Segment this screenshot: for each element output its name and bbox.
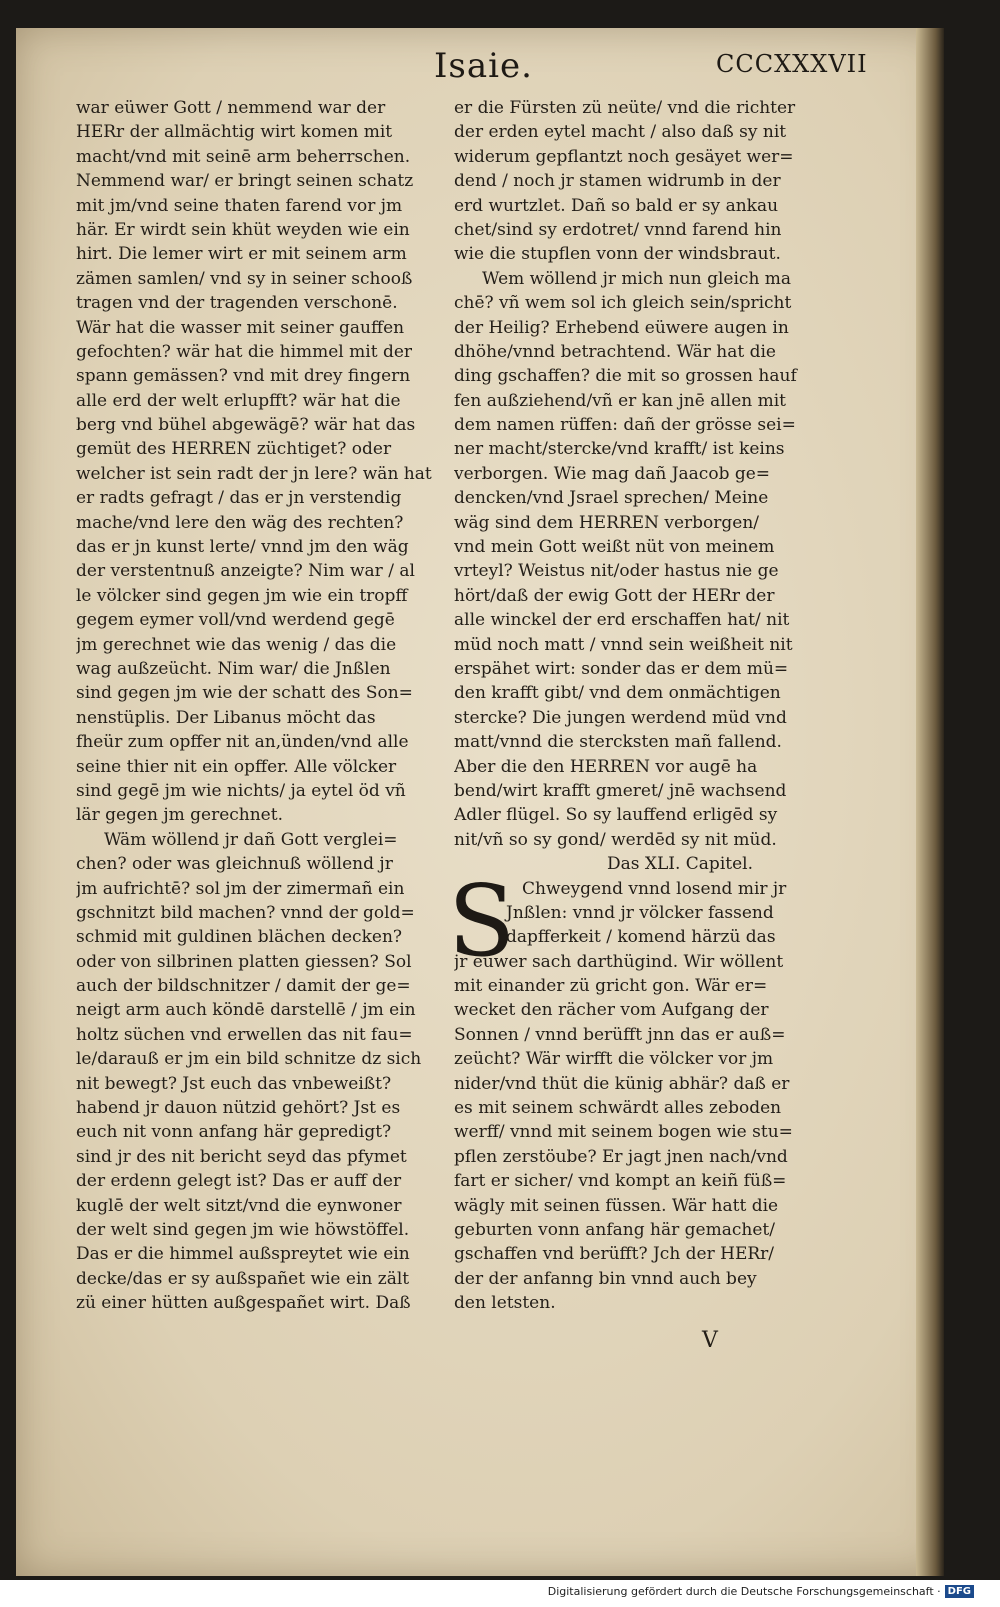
text-line: fen außziehend/vñ er kan jnē allen mit [454, 390, 786, 411]
text-line: wäg sind dem HERREN verborgen/ [454, 512, 760, 533]
text-line: er die Fürsten zü neüte/ vnd die richter [454, 98, 796, 118]
page-spine-shadow [916, 28, 944, 1576]
drop-initial-letter: S [448, 864, 516, 979]
right-text-column [448, 96, 846, 1316]
text-line: der erdenn gelegt ist? Das er auff der [76, 1171, 402, 1192]
text-line: es mit seinem schwärdt alles zeboden [454, 1098, 782, 1119]
text-line: mache/vnd lere den wäg des rechten? [76, 512, 404, 533]
text-line: bend/wirt krafft gmeret/ jnē wachsend [454, 780, 787, 801]
text-line: vrteyl? Weistus nit/oder hastus nie ge [454, 561, 779, 582]
text-line: Das er die himmel außspreytet wie ein [76, 1244, 410, 1265]
text-line: le völcker sind gegen jm wie ein tropff [76, 585, 408, 606]
text-line: welcher ist sein radt der jn lere? wän hat [76, 463, 432, 484]
text-line: mit einander zü gricht gon. Wär er= [454, 976, 768, 997]
text-line: hirt. Die lemer wirt er mit seinem arm [76, 244, 407, 265]
dfg-logo: DFG [945, 1585, 974, 1598]
text-line: Nemmend war/ er bringt seinen schatz [76, 171, 414, 192]
text-line: der der anfanng bin vnnd auch bey [454, 1268, 757, 1289]
text-line: war eüwer Gott / nemmend war der [76, 98, 386, 118]
text-line: HERr der allmächtig wirt komen mit [76, 122, 393, 143]
text-line: tragen vnd der tragenden verschonē. [76, 293, 398, 314]
text-line: wag außzeücht. Nim war/ die Jnßlen [76, 658, 391, 679]
text-line: wecket den rächer vom Aufgang der [454, 1000, 769, 1021]
text-line: den krafft gibt/ vnd dem onmächtigen [454, 683, 781, 704]
text-line: sind gegen jm wie der schatt des Son= [76, 683, 413, 704]
text-line: dencken/vnd Jsrael sprechen/ Meine [454, 488, 769, 509]
text-line: berg vnd bühel abgewägē? wär hat das [76, 415, 416, 436]
text-line: der welt sind gegen jm wie höwstöffel. [76, 1219, 410, 1240]
text-line: wägly mit seinen füssen. Wär hatt die [454, 1195, 779, 1216]
text-line: müd noch matt / vnnd sein weißheit nit [454, 634, 793, 655]
text-line: alle winckel der erd erschaffen hat/ nit [454, 610, 790, 631]
text-line: geburten vonn anfang här gemachet/ [454, 1219, 775, 1240]
text-line: jm aufrichtē? sol jm der zimermañ ein [76, 878, 405, 899]
text-line: auch der bildschnitzer / damit der ge= [76, 976, 411, 997]
text-line: jm gerechnet wie das wenig / das die [76, 634, 397, 655]
text-line: Wäm wöllend jr dañ Gott verglei= [104, 829, 398, 850]
text-line: spann gemässen? vnd mit drey fingern [76, 366, 411, 387]
text-line: chē? vñ wem sol ich gleich sein/spricht [454, 293, 792, 314]
text-line: zeücht? Wär wirfft die völcker vor jm [454, 1049, 774, 1070]
text-line: kuglē der welt sitzt/vnd die eynwoner [76, 1195, 402, 1216]
text-line: fart er sicher/ vnd kompt an keiñ füß= [454, 1171, 787, 1192]
text-line: nit bewegt? Jst euch das vnbeweißt? [76, 1073, 392, 1094]
catchword: V [702, 1328, 718, 1353]
text-line: dend / noch jr stamen widrumb in der [454, 171, 781, 192]
text-line: der erden eytel macht / also daß sy nit [454, 122, 787, 143]
text-line: erd wurtzlet. Dañ so bald er sy ankau [454, 195, 779, 216]
text-line: här. Er wirdt sein khüt weyden wie ein [76, 219, 410, 240]
text-line: Wär hat die wasser mit seiner gauffen [76, 317, 405, 338]
text-line: dhöhe/vnnd betrachtend. Wär hat die [454, 341, 776, 362]
text-line: holtz süchen vnd erwellen das nit fau= [76, 1024, 413, 1045]
text-line: zämen samlen/ vnd sy in seiner schooß [76, 268, 413, 289]
right-column-top-text [454, 96, 846, 852]
text-line: der verstentnuß anzeigte? Nim war / al [76, 561, 415, 582]
text-line: le/darauß er jm ein bild schnitze dz sich [76, 1049, 422, 1070]
text-line: chen? oder was gleichnuß wöllend jr [76, 854, 393, 875]
text-line: macht/vnd mit seinē arm beherrschen. [76, 146, 411, 167]
text-line: fheür zum opffer nit an,ünden/vnd alle [76, 732, 409, 753]
text-line: gefochten? wär hat die himmel mit der [76, 341, 413, 362]
text-line: gemüt des HERREN züchtiget? oder [76, 439, 392, 460]
text-line: verborgen. Wie mag dañ Jaacob ge= [454, 463, 771, 484]
text-line: stercke? Die jungen werdend müd vnd [454, 707, 787, 728]
text-line: dem namen rüffen: dañ der grösse sei= [454, 415, 796, 436]
text-line: habend jr dauon nützid gehört? Jst es [76, 1098, 401, 1119]
text-line: nenstüplis. Der Libanus möcht das [76, 707, 376, 728]
text-line: Sonnen / vnnd berüfft jnn das er auß= [454, 1024, 786, 1045]
text-line: werff/ vnnd mit seinem bogen wie stu= [454, 1122, 793, 1143]
text-line: nider/vnd thüt die künig abhär? daß er [454, 1073, 790, 1094]
folio-number: CCCXXXVII [716, 50, 868, 78]
text-line: oder von silbrinen platten giessen? Sol [76, 951, 412, 972]
text-line: jr eüwer sach darthügind. Wir wöllent [454, 951, 784, 972]
text-line: euch nit vonn anfang här gepredigt? [76, 1122, 392, 1143]
text-line: alle erd der welt erlupfft? wär hat die [76, 390, 401, 411]
running-head-title: Isaie. [434, 46, 533, 86]
text-line: Aber die den HERREN vor augē ha [454, 756, 758, 777]
chapter-heading: Das XLI. Capitel. [606, 854, 753, 875]
text-line: mit jm/vnd seine thaten farend vor jm [76, 195, 403, 216]
left-text-column [76, 96, 456, 1316]
text-line: Adler flügel. So sy lauffend erligēd sy [454, 805, 778, 826]
text-line: sind gegē jm wie nichts/ ja eytel öd vñ [76, 780, 406, 801]
text-line: ding gschaffen? die mit so grossen hauf [454, 366, 797, 387]
text-line: er radts gefragt / das er jn verstendig [76, 488, 402, 509]
text-line: neigt arm auch köndē darstellē / jm ein [76, 1000, 416, 1021]
text-line: lär gegen jm gerechnet. [76, 805, 283, 826]
text-line: Wem wöllend jr mich nun gleich ma [482, 268, 792, 289]
text-line: sind jr des nit bericht seyd das pfymet [76, 1146, 407, 1167]
text-line: Jnßlen: vnnd jr völcker fassend [506, 902, 774, 923]
text-line: hört/daß der ewig Gott der HERr der [454, 585, 775, 606]
text-line: zü einer hütten außgespañet wirt. Daß [76, 1293, 411, 1314]
text-line: nit/vñ so sy gond/ werdēd sy nit müd. [454, 829, 777, 850]
text-line: widerum gepflantzt noch gesäyet wer= [454, 146, 794, 167]
credit-text: Digitalisierung gefördert durch die Deutsche Forschungsgemeinschaft · [547, 1585, 941, 1598]
text-line: den letsten. [454, 1293, 556, 1314]
text-line: decke/das er sy außspañet wie ein zält [76, 1268, 410, 1289]
book-page [16, 28, 944, 1576]
text-line: vnd mein Gott weißt nüt von meinem [454, 537, 775, 558]
text-line: chet/sind sy erdotret/ vnnd farend hin [454, 219, 782, 240]
text-line: wie die stupflen vonn der windsbraut. [454, 244, 781, 265]
text-line: das er jn kunst lerte/ vnnd jm den wäg [76, 537, 409, 558]
text-line: der Heilig? Erhebend eüwere augen in [454, 317, 789, 338]
text-line: gschnitzt bild machen? vnnd der gold= [76, 902, 415, 923]
text-line: dapfferkeit / komend härzü das [506, 927, 776, 948]
text-line: schmid mit guldinen blächen decken? [76, 927, 403, 948]
text-line: gschaffen vnd berüfft? Jch der HERr/ [454, 1244, 775, 1265]
text-line: Chweygend vnnd losend mir jr [522, 878, 787, 899]
text-line: pflen zerstöube? Er jagt jnen nach/vnd [454, 1146, 788, 1167]
text-line: gegem eymer voll/vnd werdend gegē [76, 610, 395, 631]
text-line: erspähet wirt: sonder das er dem mü= [454, 658, 789, 679]
text-line: ner macht/stercke/vnd krafft/ ist keins [454, 439, 785, 460]
text-line: seine thier nit ein opffer. Alle völcker [76, 756, 397, 777]
text-line: matt/vnnd die stercksten mañ fallend. [454, 732, 782, 753]
digitization-credit [548, 1585, 974, 1598]
